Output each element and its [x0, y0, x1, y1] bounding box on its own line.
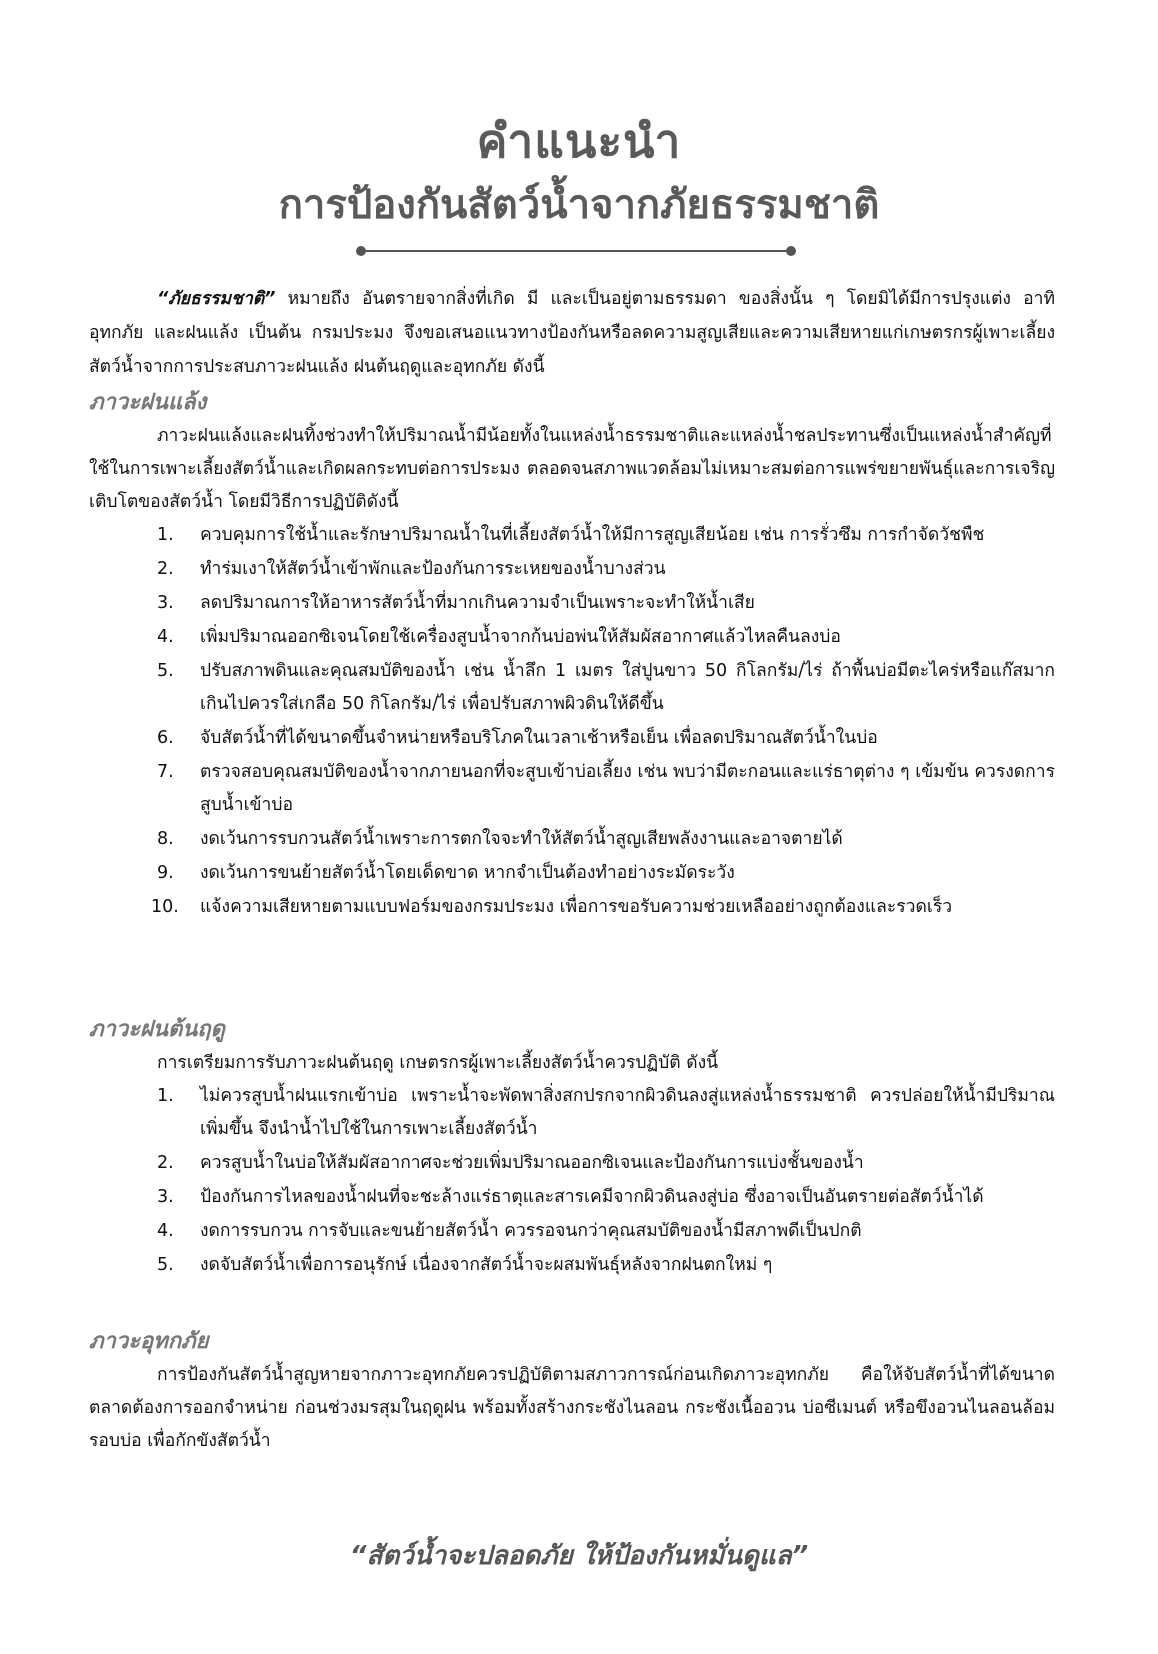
closing-motto: “สัตว์น้ำจะปลอดภัย ให้ป้องกันหมั่นดูแล” — [349, 1541, 809, 1571]
early-rain-lead: การเตรียมการรับภาวะฝนต้นฤดู เกษตรกรผู้เพาะเลี้ยงสัตว์น้ำควรปฏิบัติ ดังนี้ — [157, 1053, 719, 1073]
list-item — [89, 1249, 1055, 1282]
item-number: 9. — [157, 863, 174, 883]
item-text: ไม่ควรสูบน้ำฝนแรกเข้าบ่อ เพราะน้ำจะพัดพาสิ่งสกปรกจากผิวดินลงสู่แหล่งน้ำธรรมชาติ ควรปล่อยให้น้ำมีปริมาณเพิ่มขึ้น จึงนำน้ำไปใช้ในการเพาะเลี้ยงสัตว์น้ำ — [200, 1086, 1055, 1139]
list-item — [89, 857, 1055, 890]
item-number: 7. — [157, 762, 174, 782]
intro-paragraph — [89, 282, 1055, 384]
item-text: ป้องกันการไหลของน้ำฝนที่จะชะล้างแร่ธาตุและสารเคมีจากผิวดินลงสู่บ่อ ซึ่งอาจเป็นอันตรายต่อสัตว์น้ำได้ — [200, 1187, 984, 1207]
list-item — [89, 756, 1055, 822]
page-subtitle: การป้องกันสัตว์น้ำจากภัยธรรมชาติ — [278, 182, 880, 228]
item-number: 10. — [151, 897, 179, 917]
section-flood — [89, 1325, 1055, 1458]
item-number: 4. — [157, 1221, 174, 1241]
divider-line — [362, 250, 790, 252]
section-drought — [89, 386, 1055, 925]
flood-heading: ภาวะอุทกภัย — [89, 1329, 209, 1354]
section-early-rain — [89, 1013, 1055, 1283]
item-text: ควบคุมการใช้น้ำและรักษาปริมาณน้ำในที่เลี้ยงสัตว์น้ำให้มีการสูญเสียน้อย เช่น การรั่วซึม การกำจัดวัชพืช — [200, 525, 985, 545]
intro-text: หมายถึง อันตรายจากสิ่งที่เกิด มี และเป็นอยู่ตามธรรมดา ของสิ่งนั้น ๆ โดยมิได้มีการปรุงแต่ง อาทิ อุทกภัย และฝนแล้ง เป็นต้น กรมประมง จึงขอเสนอแนวทางป้องกันหรือลดความสูญเสียและความเสียหายแก่เกษตรกรผู้เพาะเลี้ยงสัตว์น้ำจากการประสบภาวะฝนแล้ง ฝนต้นฤดูและอุทกภัย ดังนี้ — [89, 289, 1055, 377]
item-number: 8. — [157, 829, 174, 849]
list-item — [89, 1181, 1055, 1214]
divider-dot-left — [356, 246, 366, 256]
item-text: ควรสูบน้ำในบ่อให้สัมผัสอากาศจะช่วยเพิ่มปริมาณออกซิเจนและป้องกันการแบ่งชั้นของน้ำ — [200, 1153, 864, 1173]
list-item — [89, 519, 1055, 552]
item-text: งดเว้นการรบกวนสัตว์น้ำเพราะการตกใจจะทำให้สัตว์น้ำสูญเสียพลังงานและอาจตายได้ — [200, 829, 843, 849]
early-rain-list — [89, 1080, 1055, 1282]
early-rain-heading: ภาวะฝนต้นฤดู — [89, 1017, 225, 1042]
item-text: งดเว้นการขนย้ายสัตว์น้ำโดยเด็ดขาด หากจำเป็นต้องทำอย่างระมัดระวัง — [200, 863, 735, 883]
intro-term: “ภัยธรรมชาติ” — [157, 289, 276, 309]
item-number: 3. — [157, 593, 174, 613]
item-text: ตรวจสอบคุณสมบัติของน้ำจากภายนอกที่จะสูบเข้าบ่อเลี้ยง เช่น พบว่ามีตะกอนและแร่ธาตุต่าง ๆ เข้มข้น ควรงดการสูบน้ำเข้าบ่อ — [200, 762, 1055, 815]
item-text: ทำร่มเงาให้สัตว์น้ำเข้าพักและป้องกันการระเหยของน้ำบางส่วน — [200, 559, 666, 579]
item-text: จับสัตว์น้ำที่ได้ขนาดขึ้นจำหน่ายหรือบริโภคในเวลาเช้าหรือเย็น เพื่อลดปริมาณสัตว์น้ำในบ่อ — [200, 728, 878, 748]
item-number: 1. — [157, 525, 174, 545]
item-number: 5. — [157, 661, 174, 681]
item-text: ลดปริมาณการให้อาหารสัตว์น้ำที่มากเกินความจำเป็นเพราะจะทำให้น้ำเสีย — [200, 593, 755, 613]
list-item — [89, 553, 1055, 586]
page-title: คำแนะนำ — [476, 114, 682, 168]
list-item — [89, 587, 1055, 620]
item-number: 6. — [157, 728, 174, 748]
list-item — [89, 823, 1055, 856]
flood-paragraph: การป้องกันสัตว์น้ำสูญหายจากภาวะอุทกภัยควรปฏิบัติตามสภาวการณ์ก่อนเกิดภาวะอุทกภัย คือให้จับสัตว์น้ำที่ได้ขนาดตลาดต้องการออกจำหน่าย ก่อนช่วงมรสุมในฤดูฝน พร้อมทั้งสร้างกระชังไนลอน กระชังเนื้ออวน บ่อซีเมนต์ หรือขึงอวนไนลอนล้อมรอบบ่อ เพื่อกักขังสัตว์น้ำ — [89, 1365, 1055, 1451]
item-text: งดจับสัตว์น้ำเพื่อการอนุรักษ์ เนื่องจากสัตว์น้ำจะผสมพันธุ์หลังจากฝนตกใหม่ ๆ — [200, 1255, 773, 1275]
item-text: งดการรบกวน การจับและขนย้ายสัตว์น้ำ ควรรอจนกว่าคุณสมบัติของน้ำมีสภาพดีเป็นปกติ — [200, 1221, 862, 1241]
drought-paragraph: ภาวะฝนแล้งและฝนทิ้งช่วงทำให้ปริมาณน้ำมีน้อยทั้งในแหล่งน้ำธรรมชาติและแหล่งน้ำชลประทานซึ่งเป็นแหล่งน้ำสำคัญที่ใช้ในการเพาะเลี้ยงสัตว์น้ำและเกิดผลกระทบต่อการประมง ตลอดจนสภาพแวดล้อมไม่เหมาะสมต่อการแพร่ขยายพันธุ์และการเจริญเติบโตของสัตว์น้ำ โดยมีวิธีการปฏิบัติดังนี้ — [89, 426, 1055, 512]
list-item — [89, 722, 1055, 755]
drought-list — [89, 519, 1055, 924]
item-number: 4. — [157, 627, 174, 647]
title-divider — [356, 244, 796, 258]
list-item — [89, 1080, 1055, 1146]
list-item — [89, 621, 1055, 654]
item-text: แจ้งความเสียหายตามแบบฟอร์มของกรมประมง เพื่อการขอรับความช่วยเหลืออย่างถูกต้องและรวดเร็ว — [200, 897, 953, 917]
item-number: 5. — [157, 1255, 174, 1275]
item-number: 2. — [157, 1153, 174, 1173]
item-text: เพิ่มปริมาณออกซิเจนโดยใช้เครื่องสูบน้ำจากก้นบ่อพ่นให้สัมผัสอากาศแล้วไหลคืนลงบ่อ — [200, 627, 841, 647]
drought-heading: ภาวะฝนแล้ง — [89, 390, 207, 415]
list-item — [89, 891, 1055, 924]
item-text: ปรับสภาพดินและคุณสมบัติของน้ำ เช่น น้ำลึก 1 เมตร ใส่ปูนขาว 50 กิโลกรัม/ไร่ ถ้าพื้นบ่อมีตะไคร่หรือแก๊สมากเกินไปควรใส่เกลือ 50 กิโลกรัม/ไร่ เพื่อปรับสภาพผิวดินให้ดีขึ้น — [200, 661, 1055, 714]
item-number: 3. — [157, 1187, 174, 1207]
list-item — [89, 655, 1055, 721]
list-item — [89, 1147, 1055, 1180]
divider-dot-right — [786, 246, 796, 256]
item-number: 2. — [157, 559, 174, 579]
list-item — [89, 1215, 1055, 1248]
item-number: 1. — [157, 1086, 174, 1106]
